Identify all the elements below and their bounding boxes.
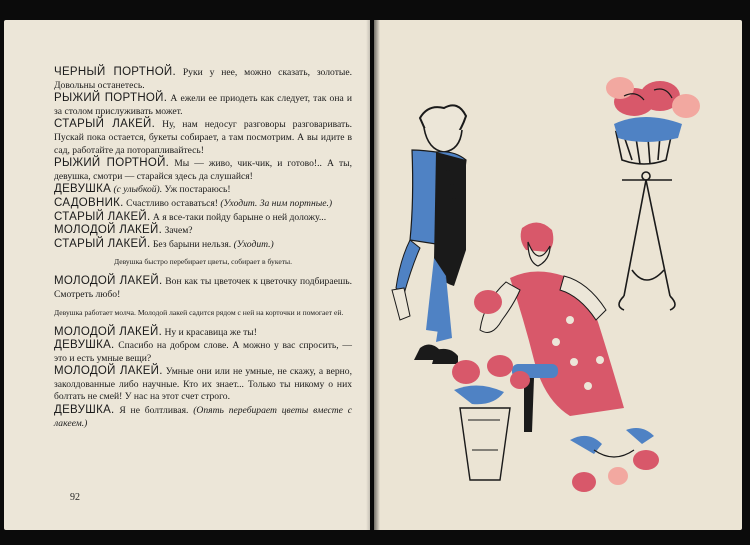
right-page bbox=[374, 20, 742, 530]
dialogue-line bbox=[54, 197, 352, 211]
line-text: Мы — живо, чик-чик, и готово!.. А ты, девушка, смотри — старайся здесь да слушайся! bbox=[54, 158, 352, 182]
dialogue-line bbox=[54, 365, 352, 404]
speaker-name: МОЛОДОЙ ЛАКЕЙ. bbox=[54, 325, 163, 338]
book-spread bbox=[4, 20, 744, 530]
stage-remark: (Уходит.) bbox=[233, 238, 274, 250]
dialogue-line bbox=[54, 157, 352, 183]
speaker-name: МОЛОДОЙ ЛАКЕЙ. bbox=[54, 224, 163, 237]
line-text: Умные они или не умные, не скажу, а верно, заколдованные либо научные. Кто их знает... Только ты никому о них болтать не смей! У нас на этот счет строго. bbox=[54, 366, 352, 403]
speaker-name: ДЕВУШКА. bbox=[54, 339, 115, 352]
flower-stand-illustration bbox=[616, 132, 675, 310]
line-text: Ну, нам недосуг разговоры разговаривать. Пускай пока остается, букеты собирает, а там посмотрим. А вы идите в сад, работайте да поторапливайтесь! bbox=[54, 119, 352, 156]
speaker-name: СТАРЫЙ ЛАКЕЙ. bbox=[54, 210, 151, 223]
dialogue-line bbox=[54, 339, 352, 365]
line-text: Счастливо оставаться! bbox=[123, 197, 221, 209]
speaker-name: МОЛОДОЙ ЛАКЕЙ. bbox=[54, 365, 163, 378]
speaker-name: РЫЖИЙ ПОРТНОЙ. bbox=[54, 157, 170, 170]
left-page bbox=[4, 20, 370, 530]
line-text: Спасибо на добром слове. А можно у вас спросить, — это и есть умные вещи? bbox=[54, 340, 352, 364]
line-text: Уж постараюсь! bbox=[162, 184, 231, 196]
speaker-name: ДЕВУШКА bbox=[54, 183, 112, 196]
page-number: 92 bbox=[70, 492, 80, 503]
speaker-name: ДЕВУШКА. bbox=[54, 404, 115, 417]
dialogue-line bbox=[54, 118, 352, 157]
stage-remark: (Опять перебирает цветы вместе с лакеем.) bbox=[54, 405, 352, 429]
illustration bbox=[374, 20, 742, 530]
dialogue-line bbox=[54, 238, 352, 252]
stage-direction: Девушка работает молча. Молодой лакей садится рядом с ней на корточки и помогает ей. bbox=[54, 307, 344, 317]
dialogue-line bbox=[54, 326, 352, 340]
line-text: Ну и красавица же ты! bbox=[162, 326, 257, 338]
play-text bbox=[54, 66, 352, 430]
speaker-name: СТАРЫЙ ЛАКЕЙ. bbox=[54, 237, 151, 250]
dialogue-line bbox=[54, 211, 352, 225]
stage-remark: (Уходит. За ним портные.) bbox=[220, 197, 333, 209]
stage-direction: Девушка быстро перебирает цветы, собирает в букеты. bbox=[113, 257, 293, 267]
dialogue-line bbox=[54, 224, 352, 238]
girl-illustration bbox=[480, 222, 624, 432]
line-text: Руки у нее, можно сказать, золотые. Довольны останетесь. bbox=[54, 67, 352, 91]
line-text: Зачем? bbox=[162, 225, 193, 237]
dialogue-line bbox=[54, 275, 352, 301]
line-text: Я не болтливая. bbox=[114, 405, 194, 417]
flower-bouquet-top bbox=[606, 77, 700, 142]
speaker-name: РЫЖИЙ ПОРТНОЙ. bbox=[54, 92, 168, 105]
line-text: А я все-таки пойду барыне о ней доложу... bbox=[150, 211, 327, 223]
speaker-name: САДОВНИК. bbox=[54, 196, 124, 209]
butler-illustration bbox=[392, 105, 466, 364]
line-text: Без барыни нельзя. bbox=[150, 238, 234, 250]
line-text: А ежели ее приодеть как следует, так она и за столом прислуживать может. bbox=[54, 93, 352, 117]
stage-remark: (с улыбкой). bbox=[111, 184, 163, 196]
book-gutter bbox=[366, 20, 380, 530]
speaker-name: МОЛОДОЙ ЛАКЕЙ. bbox=[54, 275, 163, 288]
line-text: Вон как ты цветочек к цветочку подбираешь. Смотреть любо! bbox=[54, 276, 353, 300]
dialogue-line bbox=[54, 404, 352, 430]
dialogue-line bbox=[54, 66, 352, 92]
speaker-name: ЧЕРНЫЙ ПОРТНОЙ. bbox=[54, 66, 176, 78]
dialogue-line bbox=[54, 183, 352, 197]
speaker-name: СТАРЫЙ ЛАКЕЙ. bbox=[54, 118, 156, 131]
dialogue-line bbox=[54, 92, 352, 118]
